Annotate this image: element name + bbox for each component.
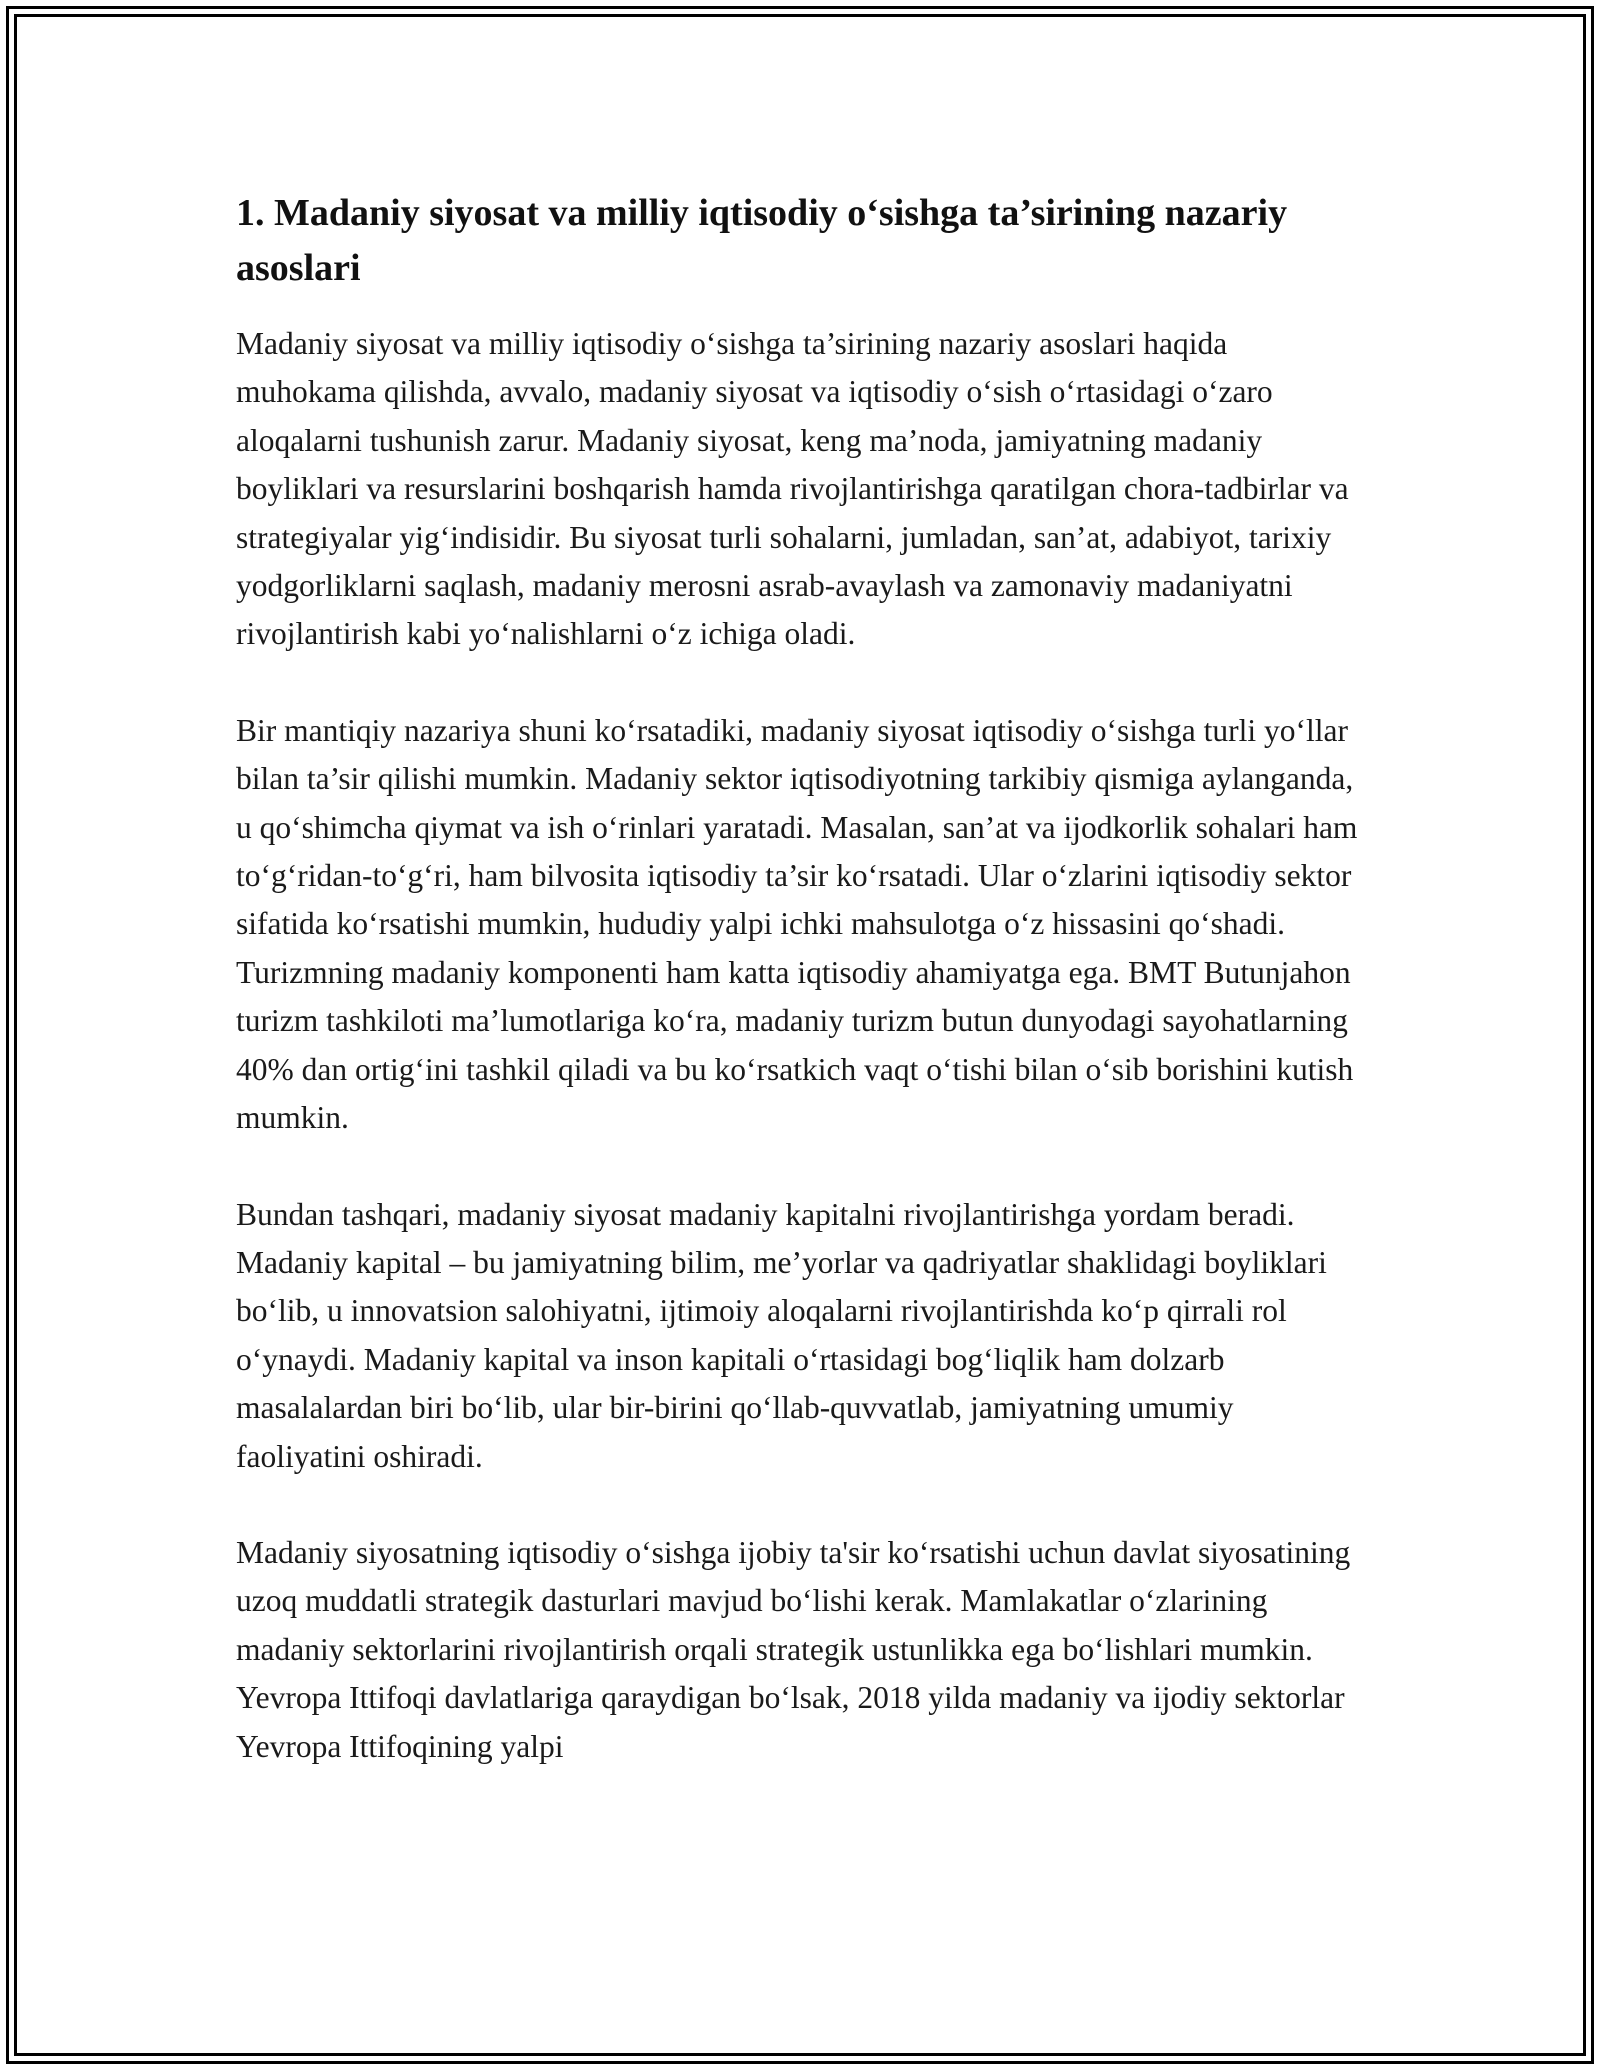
section-heading: 1. Madaniy siyosat va milliy iqtisodiy o‘sishga ta’sirining nazariy asoslari <box>236 192 1288 289</box>
document-body <box>236 186 1366 1819</box>
paragraph: Bir mantiqiy nazariya shuni ko‘rsatadiki, madaniy siyosat iqtisodiy o‘sishga turli yo‘llar bilan ta’sir qilishi mumkin. Madaniy sektor iqtisodiyotning tarkibiy qismiga aylanganda, u qo‘shimcha qiymat va ish o‘rinlari yaratadi. Masalan, san’at va ijodkorlik sohalari ham to‘g‘ridan-to‘g‘ri, ham bilvosita iqtisodiy ta’sir ko‘rsatadi. Ular o‘zlarini iqtisodiy sektor sifatida ko‘rsatishi mumkin, hududiy yalpi ichki mahsulotga o‘z hissasini qo‘shadi. Turizmning madaniy komponenti ham katta iqtisodiy ahamiyatga ega. BMT Butunjahon turizm tashkiloti ma’lumotlariga ko‘ra, madaniy turizm butun dunyodagi sayohatlarning 40% dan ortig‘ini tashkil qiladi va bu ko‘rsatkich vaqt o‘tishi bilan o‘sib borishini kutish mumkin. <box>236 712 1358 1136</box>
paragraph: Madaniy siyosat va milliy iqtisodiy o‘sishga ta’sirining nazariy asoslari haqida muhokama qilishda, avvalo, madaniy siyosat va iqtisodiy o‘sish o‘rtasidagi o‘zaro aloqalarni tushunish zarur. Madaniy siyosat, keng ma’noda, jamiyatning madaniy boyliklari va resurslarini boshqarish hamda rivojlantirishga qaratilgan chora-tadbirlar va strategiyalar yig‘indisidir. Bu siyosat turli sohalarni, jumladan, san’at, adabiyot, tarixiy yodgorliklarni saqlash, madaniy merosni asrab-avaylash va zamonaviy madaniyatni rivojlantirish kabi yo‘nalishlarni o‘z ichiga oladi. <box>236 326 1349 652</box>
paragraph: Madaniy siyosatning iqtisodiy o‘sishga ijobiy ta'sir ko‘rsatishi uchun davlat siyosatining uzoq muddatli strategik dasturlari mavjud bo‘lishi kerak. Mamlakatlar o‘zlarining madaniy sektorlarini rivojlantirish orqali strategik ustunlikka ega bo‘lishlari mumkin. Yevropa Ittifoqi davlatlariga qaraydigan bo‘lsak, 2018 yilda madaniy va ijodiy sektorlar Yevropa Ittifoqining yalpi <box>236 1534 1351 1764</box>
paragraph: Bundan tashqari, madaniy siyosat madaniy kapitalni rivojlantirishga yordam beradi. Madaniy kapital – bu jamiyatning bilim, me’yorlar va qadriyatlar shaklidagi boyliklari bo‘lib, u innovatsion salohiyatni, ijtimoiy aloqalarni rivojlantirishda ko‘p qirrali rol o‘ynaydi. Madaniy kapital va inson kapitali o‘rtasidagi bog‘liqlik ham dolzarb masalalardan biri bo‘lib, ular bir-birini qo‘llab-quvvatlab, jamiyatning umumiy faoliyatini oshiradi. <box>236 1196 1327 1474</box>
